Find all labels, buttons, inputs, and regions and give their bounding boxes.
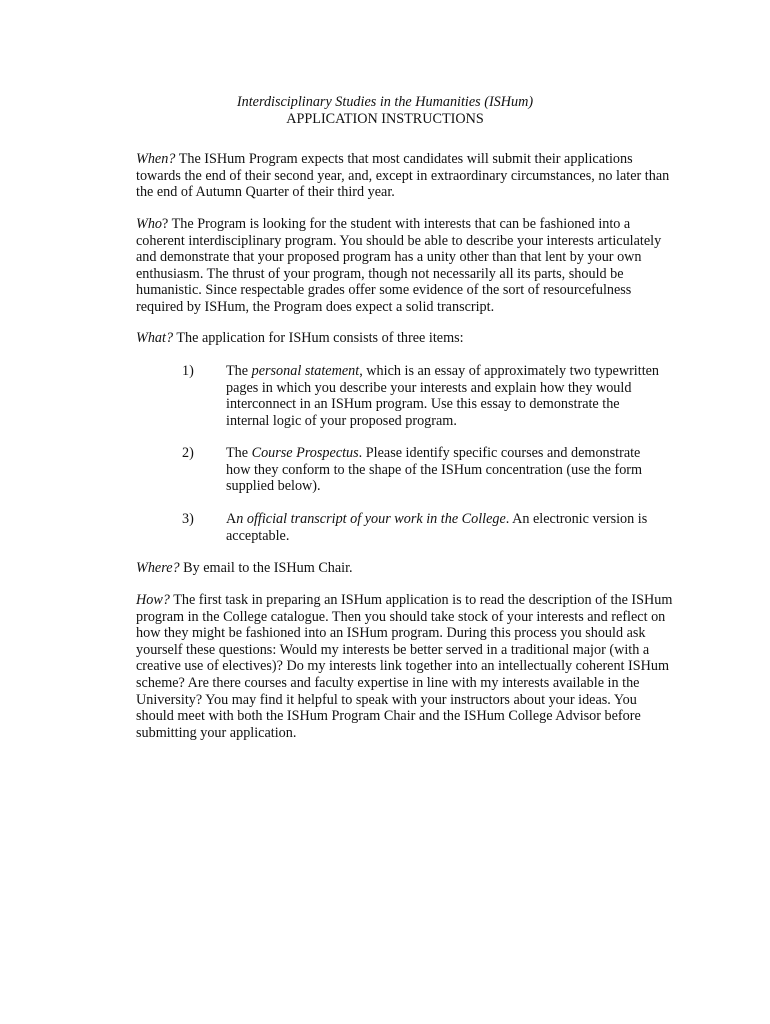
list-item-suffix: , which is an essay of approximately two typewritten pages in which you describe your interests and explain how they would interconnect in an ISHum program. Use this essay to demonstrate the internal logic of your proposed program. <box>226 363 660 429</box>
list-item-prefix: The <box>226 445 252 461</box>
what-label: What? <box>136 330 174 346</box>
list-item-suffix: . An electronic version is acceptable. <box>226 511 648 544</box>
list-item-suffix: . Please identify specific courses and demonstrate how they conform to the shape of the ISHum concentration (use the form supplied below). <box>226 445 643 495</box>
list-item-prefix: A <box>226 511 237 527</box>
who-paragraph <box>136 216 676 316</box>
program-subtitle: Interdisciplinary Studies in the Humanities (ISHum) <box>236 94 534 110</box>
where-text: By email to the ISHum Chair. <box>179 560 353 576</box>
document-header <box>0 94 770 127</box>
how-paragraph <box>136 592 676 741</box>
how-text: The first task in preparing an ISHum application is to read the description of the ISHum program in the College catalogue. Then you should take stock of your interests and reflect on how they might be fashioned into an ISHum program. During this process you should ask yourself these questions: Would my interests be better served in a traditional major (with a creative use of electives)? Do my interests link together into an intellectually coherent ISHum scheme? Are there courses and faculty expertise in line with my interests available in the University? You may find it helpful to speak with your instructors about your ideas. You should meet with both the ISHum Program Chair and the ISHum College Advisor before submitting your application. <box>136 592 673 741</box>
list-item-body <box>226 445 666 495</box>
list-item-body <box>226 511 666 544</box>
list-item-number: 2) <box>182 445 194 461</box>
when-text: The ISHum Program expects that most candidates will submit their applications towards the end of their second year, and, except in extraordinary circumstances, no later than the end of Autumn Quarter of their third year. <box>136 151 670 201</box>
list-item-number: 3) <box>182 511 194 527</box>
list-item-prefix: The <box>226 363 252 379</box>
how-label: How? <box>136 592 170 608</box>
what-text: The application for ISHum consists of three items: <box>173 330 464 346</box>
list-item-emphasis: personal statement <box>251 363 360 379</box>
document-title: APPLICATION INSTRUCTIONS <box>286 110 484 127</box>
where-paragraph <box>136 560 676 577</box>
list-item-emphasis: n official transcript of your work in the College <box>236 511 506 527</box>
list-item-body <box>226 363 666 429</box>
where-label: Where? <box>136 560 180 576</box>
when-paragraph <box>136 151 676 201</box>
list-item-number: 1) <box>182 363 194 379</box>
when-label: When? <box>136 151 176 167</box>
what-paragraph <box>136 330 676 347</box>
who-text: ? The Program is looking for the student with interests that can be fashioned into a coherent interdisciplinary program. You should be able to describe your interests articulately and demonstrate that your proposed program has a unity other than that lent by your own enthusiasm. The thrust of your program, though not necessarily all its parts, should be humanistic. Since respectable grades offer some evidence of the sort of resourcefulness required by ISHum, the Program does expect a solid transcript. <box>136 216 662 315</box>
list-item-emphasis: Course Prospectus <box>251 445 359 461</box>
who-label: Who <box>136 216 163 232</box>
